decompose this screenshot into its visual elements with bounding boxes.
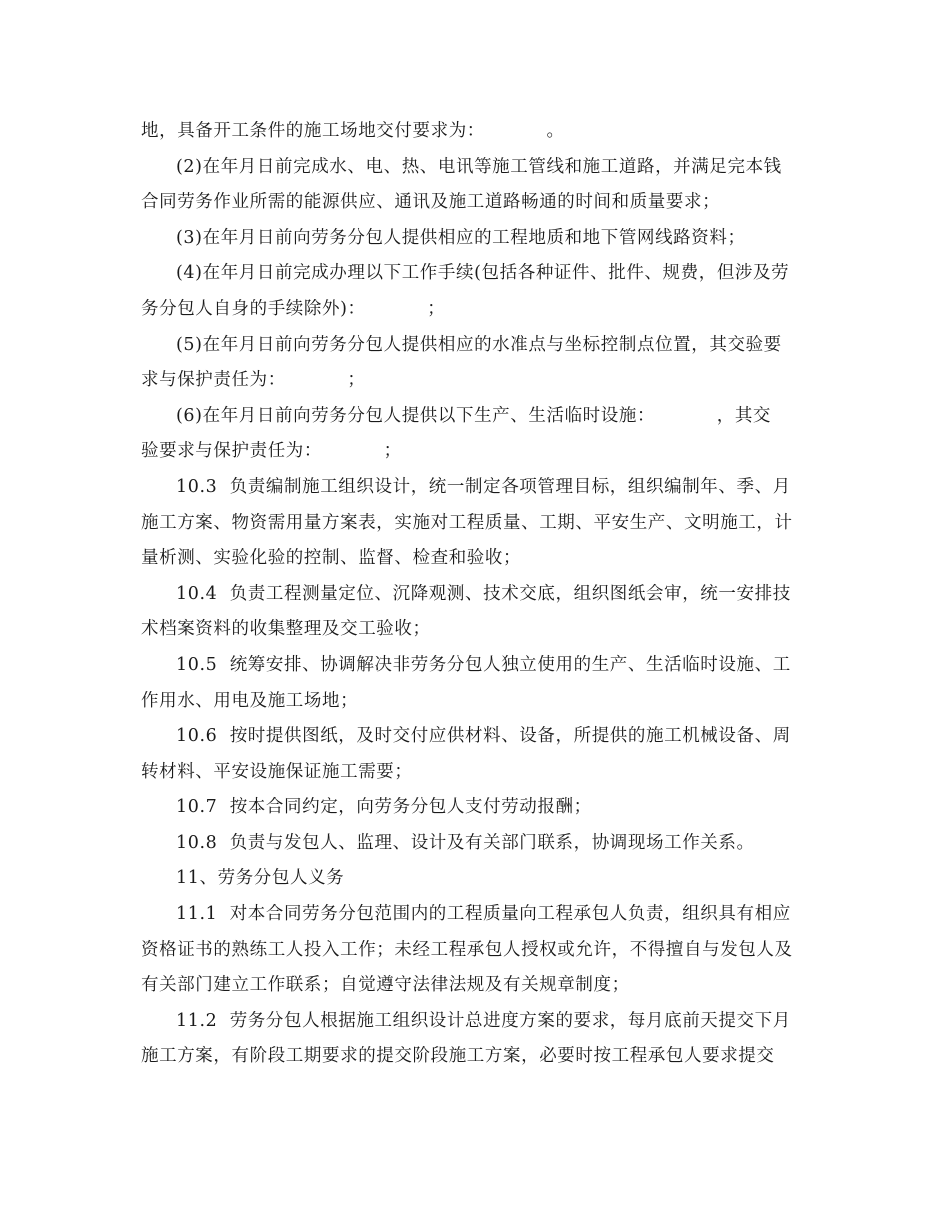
paragraph-clause-10-3: [141, 470, 811, 577]
paragraph-clause-11-2: [141, 1004, 811, 1075]
paragraph-clause-10-5: [141, 648, 811, 719]
paragraph-clause-2: [141, 150, 811, 221]
text-line: (2)在年月日前完成水、电、热、电讯等施工管线和施工道路，并满足完本钱: [176, 156, 782, 177]
text-line: (6)在年月日前向劳务分包人提供以下生产、生活临时设施： ，其交: [176, 405, 772, 426]
section-heading-11: [141, 861, 811, 897]
text-line: 施工方案，有阶段工期要求的提交阶段施工方案，必要时按工程承包人要求提交: [141, 1046, 775, 1067]
text-line: 10.5 统筹安排、协调解决非劳务分包人独立使用的生产、生活临时设施、工: [176, 654, 791, 675]
paragraph-clause-10-6: [141, 719, 811, 790]
text-line: 10.8 负责与发包人、监理、设计及有关部门联系，协调现场工作关系。: [176, 832, 755, 853]
paragraph-clause-3: [141, 221, 811, 257]
text-line: 有关部门建立工作联系；自觉遵守法律法规及有关规章制度；: [141, 975, 630, 996]
text-line: 务分包人自身的手续除外)： ；: [141, 298, 446, 319]
text-line: 求与保护责任为： ；: [141, 370, 366, 391]
text-line: 11.1 对本合同劳务分包范围内的工程质量向工程承包人负责，组织具有相应: [176, 904, 791, 925]
text-line: 术档案资料的收集整理及交工验收；: [141, 619, 431, 640]
paragraph-clause-11-1: [141, 897, 811, 1004]
paragraph-site-handover: [141, 114, 811, 150]
text-line: 合同劳务作业所需的能源供应、通讯及施工道路畅通的时间和质量要求；: [141, 192, 721, 213]
text-line: 资格证书的熟练工人投入工作；未经工程承包人授权或允许，不得擅自与发包人及: [141, 939, 793, 960]
paragraph-clause-10-8: [141, 826, 811, 862]
text-line: (4)在年月日前完成办理以下工作手续(包括各种证件、批件、规费，但涉及劳: [176, 263, 790, 284]
text-line: 转材料、平安设施保证施工需要；: [141, 761, 413, 782]
text-line: (3)在年月日前向劳务分包人提供相应的工程地质和地下管网线路资料；: [176, 227, 746, 248]
text-line: 量析测、实验化验的控制、监督、检查和验收；: [141, 548, 522, 569]
document-body: [141, 114, 811, 1075]
text-line: 施工方案、物资需用量方案表，实施对工程质量、工期、平安生产、文明施工，计: [141, 512, 793, 533]
text-line: (5)在年月日前向劳务分包人提供相应的水准点与坐标控制点位置，其交验要: [176, 334, 782, 355]
text-line: 地，具备开工条件的施工场地交付要求为： 。: [141, 121, 565, 141]
text-line: 10.7 按本合同约定，向劳务分包人支付劳动报酬；: [176, 797, 592, 818]
text-line: 10.4 负责工程测量定位、沉降观测、技术交底，组织图纸会审，统一安排技: [176, 583, 791, 604]
text-line: 11.2 劳务分包人根据施工组织设计总进度方案的要求，每月底前天提交下月: [176, 1010, 791, 1031]
paragraph-clause-4: [141, 256, 811, 327]
text-line: 作用水、用电及施工场地；: [141, 690, 359, 711]
paragraph-clause-10-7: [141, 790, 811, 826]
text-line: 10.6 按时提供图纸，及时交付应供材料、设备，所提供的施工机械设备、周: [176, 726, 791, 747]
paragraph-clause-6: [141, 399, 811, 470]
paragraph-clause-10-4: [141, 577, 811, 648]
text-line: 10.3 负责编制施工组织设计，统一制定各项管理目标，组织编制年、季、月: [176, 476, 791, 497]
text-line: 11、劳务分包人义务: [176, 868, 345, 889]
paragraph-clause-5: [141, 328, 811, 399]
text-line: 验要求与保护责任为： ；: [141, 441, 402, 462]
